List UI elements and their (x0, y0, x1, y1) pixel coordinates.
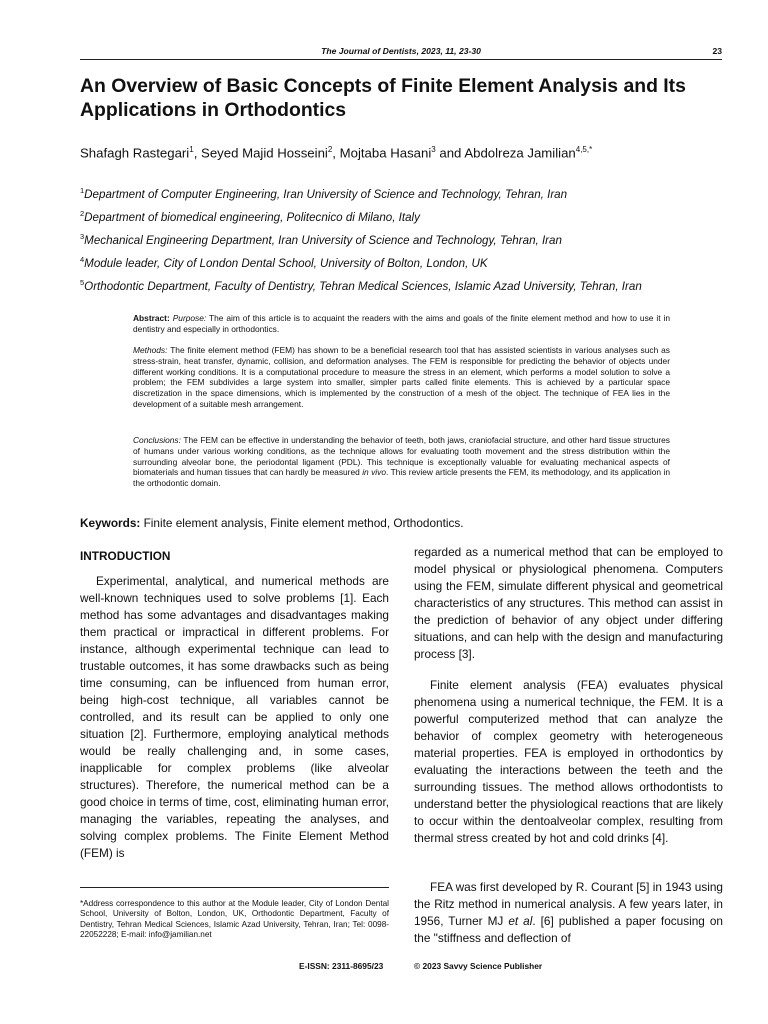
paragraph: Finite element analysis (FEA) evaluates physical phenomena using a numerical technique, the FEM. It is a powerful computerized method that can analyze the behavior of complex geometry with heterogeneous material properties. FEA is employed in orthodontics by evaluating the interactions between the teeth and the surrounding tissues. The method allows orthodontists to understand better the physiological reactions that are likely to occur within the dentoalveolar complex, resulting from thermal stress created by hot and cold drinks [4]. (414, 678, 723, 845)
affiliation: $^4$Module leader, City of London Dental School, University of Bolton, London, UK (80, 255, 488, 270)
footer-eissn: E-ISSN: 2311-8695/23 (299, 961, 384, 971)
left-column (80, 573, 389, 862)
paragraph: regarded as a numerical method that can be employed to model physical or physiological phenomena. Computers using the FEM, simulate different physical and geometrical characteristics of any structures. This method can assist in the prediction of behavior of any object under differing situations, and can help with the design and manufacturing process [3]. (414, 545, 723, 661)
author-name: Abdolreza Jamilian (464, 145, 576, 161)
right-column-p3 (414, 879, 723, 947)
author-affiliation-mark: 4,5,* (575, 145, 593, 154)
footnote-rule (80, 887, 389, 888)
abstract-methods: Methods: The finite element method (FEM) has shown to be a beneficial research tool that has assisted scientists in various analyses such as stress-strain, heat transfer, dynamic, collision, and deformation analyses. The FEM is responsible for predicting the behavior of objects under different working conditions. It is a computational procedure to measure the stress in an element, which performs a model solution to solve a problem; the FEM subdivides a large system into smaller, simpler parts called finite elements. This is achieved by a particular space discretization in the space dimensions, which is implemented by the construction of a mesh of the object. The technique of FEA lies in the development of a suitable mesh arrangement. (133, 345, 670, 409)
header-rule (80, 59, 722, 60)
journal-citation: The Journal of Dentists, 2023, 11, 23-30 (321, 46, 481, 56)
article-title: An Overview of Basic Concepts of Finite Element Analysis and Its Applications in Orthodontics (80, 75, 686, 121)
author-name: Shafagh Rastegari (80, 145, 190, 161)
correspondence-footnote: *Address correspondence to this author at the Module leader, City of London Dental School, University of Bolton, London, UK, Orthodontic Department, Faculty of Dentistry, Tehran Medical Sciences, Islamic Azad University, Tehran, Iran; Tel: 0098-22052228; E-mail: info@jamilian.net (80, 899, 389, 939)
author-name: Seyed Majid Hosseini (201, 145, 328, 161)
author-list: Shafagh Rastegari$^1$, Seyed Majid Hosseini$^2$, Mojtaba Hasani$^3$ and Abdolreza Jamilian$^{4,5,*}$ (80, 145, 593, 161)
affiliation: $^1$Department of Computer Engineering, Iran University of Science and Technology, Tehran, Iran (80, 186, 568, 201)
abstract-purpose: Abstract: Purpose: The aim of this article is to acquaint the readers with the aims and goals of the finite element method and how to use it in dentistry and especially in orthodontics. (133, 313, 670, 334)
author-name: Mojtaba Hasani (339, 145, 432, 161)
section-heading-introduction: INTRODUCTION (80, 549, 171, 563)
affiliation: $^2$Department of biomedical engineering, Politecnico di Milano, Italy (80, 209, 420, 224)
keywords: Keywords: Finite element analysis, Finite element method, Orthodontics. (80, 516, 464, 530)
affiliation: $^5$Orthodontic Department, Faculty of Dentistry, Tehran Medical Sciences, Islamic Azad University, Tehran, Iran (80, 278, 642, 293)
abstract-label: Abstract: (133, 313, 170, 323)
keywords-label: Keywords: (80, 516, 141, 530)
right-column-p2 (414, 677, 723, 847)
paragraph: FEA was first developed by R. Courant [5] in 1943 using the Ritz method in numerical analysis. A few years later, in 1956, Turner MJ et al. [6] published a paper focusing on the "stiffness and deflection of (414, 880, 723, 945)
page-number: 23 (712, 46, 722, 56)
abstract-conclusions: Conclusions: The FEM can be effective in understanding the behavior of teeth, both jaws, craniofacial structure, and other hard tissue structures of humans under various working conditions, as the technique allows for evaluating tooth movement and the stress distribution within the surrounding alveolar bone, the periodontal ligament (PDL). This technique is exceptionally valuable for evaluating mechanical aspects of biomaterials and human tissues that can hardly be measured in vivo. This review article presents the FEM, its methodology, and its application in the orthodontic domain. (133, 435, 670, 489)
author-affiliation-mark: 2 (327, 145, 333, 154)
paragraph: Experimental, analytical, and numerical methods are well-known techniques used to solve problems [1]. Each method has some advantages and disadvantages making them practical or impractical in different problems. For instance, although experimental technique can lead to trustable outcomes, it has some drawbacks such as being time consuming, can be influenced from human error, being high-cost technique, all variables cannot be controlled, and its result can be applied to only one situation [2]. Furthermore, employing analytical methods would be really challenging and, in some cases, inapplicable for complex problems (like alveolar structures). Therefore, the numerical method can be a good choice in terms of time, cost, eliminating human error, managing the variables, repeating the analyses, and solving complex problems. The Finite Element Method (FEM) is (80, 574, 389, 860)
author-affiliation-mark: 3 (431, 145, 436, 154)
right-column-p1 (414, 544, 723, 663)
affiliation: $^3$Mechanical Engineering Department, Iran University of Science and Technology, Tehran, Iran (80, 232, 562, 247)
footer-copyright: © 2023 Savvy Science Publisher (414, 961, 543, 971)
author-affiliation-mark: 1 (189, 145, 194, 154)
